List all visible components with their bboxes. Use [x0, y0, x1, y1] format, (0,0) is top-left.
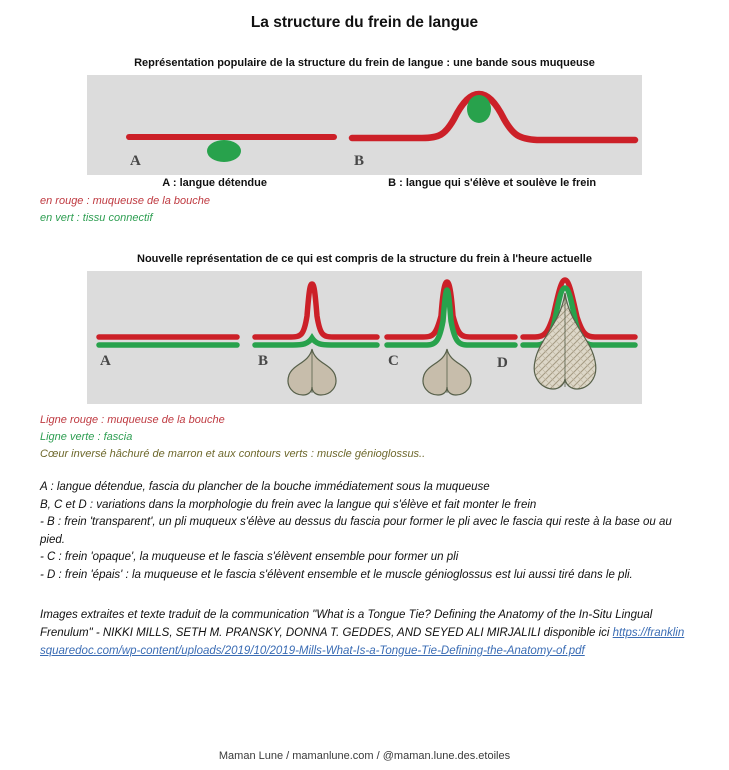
- connective-tissue-oval: [207, 140, 241, 162]
- description-line-d: - D : frein 'épais' : la muqueuse et le fascia s'élèvent ensemble et le muscle génioglossus est lui aussi tiré dans le pli.: [40, 568, 633, 581]
- panel2-label-d: D: [497, 355, 508, 371]
- citation-text: Images extraites et texte traduit de la communication "What is a Tongue Tie? Defining the Anatomy of the In-Situ Lingual Frenulum" - NIKKI MILLS, SETH M. PRANSKY, DONNA T. GEDDES, AND SEYED ALI MIRJALILI disponible ici: [40, 609, 653, 639]
- description-block: [40, 479, 689, 584]
- diagram2-legend: [40, 412, 729, 463]
- diagram1-captions: [87, 177, 642, 189]
- diagram1-background: [87, 75, 642, 175]
- connective-tissue-oval-in-fold: [467, 95, 491, 123]
- panel2-label-a: A: [100, 353, 111, 369]
- description-line-c: - C : frein 'opaque', la muqueuse et le fascia s'élèvent ensemble pour former un pli: [40, 551, 459, 563]
- citation-link[interactable]: https://franklinsquaredoc.com/wp-content/uploads/2019/10/2019-Mills-What-Is-a-Tongue-Tie-Defining-the-Anatomy-of.pdf: [40, 627, 685, 657]
- panel-label-b: B: [354, 153, 365, 169]
- description-line-bcd: B, C et D : variations dans la morphologie du frein avec la langue qui s'élève et fait monter le frein: [40, 498, 537, 511]
- panel2-label-b: B: [258, 353, 269, 369]
- diagram1-svg: [87, 75, 642, 175]
- page-title: La structure du frein de langue: [250, 14, 479, 31]
- section1-heading: Représentation populaire de la structure du frein de langue : une bande sous muqueuse: [134, 57, 595, 69]
- diagram2-svg: [87, 271, 642, 404]
- diagram-popular-representation: [87, 75, 642, 175]
- diagram-current-representation: [87, 271, 642, 404]
- diagram1-legend: [40, 193, 729, 227]
- description-line-b: - B : frein 'transparent', un pli muqueux s'élève au dessus du fascia pour former le pli avec le fascia qui reste à la base ou au pied.: [40, 516, 672, 546]
- caption-b: B : langue qui s'élève et soulève le frein: [388, 177, 597, 189]
- panel2-label-c: C: [388, 353, 399, 369]
- legend-red-mucosa: en rouge : muqueuse de la bouche: [40, 195, 211, 207]
- legend-red-line-mucosa: Ligne rouge : muqueuse de la bouche: [40, 414, 225, 426]
- page-footer: Maman Lune / mamanlune.com / @maman.lune.des.etoiles: [218, 750, 511, 762]
- description-line-a: A : langue détendue, fascia du plancher de la bouche immédiatement sous la muqueuse: [40, 481, 490, 493]
- legend-green-connective: en vert : tissu connectif: [40, 212, 153, 224]
- caption-a: A : langue détendue: [162, 177, 267, 189]
- panel-label-a: A: [130, 153, 141, 169]
- citation-block: [40, 606, 689, 660]
- legend-heart-muscle: Cœur inversé hâchuré de marron et aux contours verts : muscle génioglossus..: [40, 448, 426, 460]
- legend-green-line-fascia: Ligne verte : fascia: [40, 431, 133, 443]
- section2-heading: Nouvelle représentation de ce qui est compris de la structure du frein à l'heure actuelle: [137, 253, 592, 265]
